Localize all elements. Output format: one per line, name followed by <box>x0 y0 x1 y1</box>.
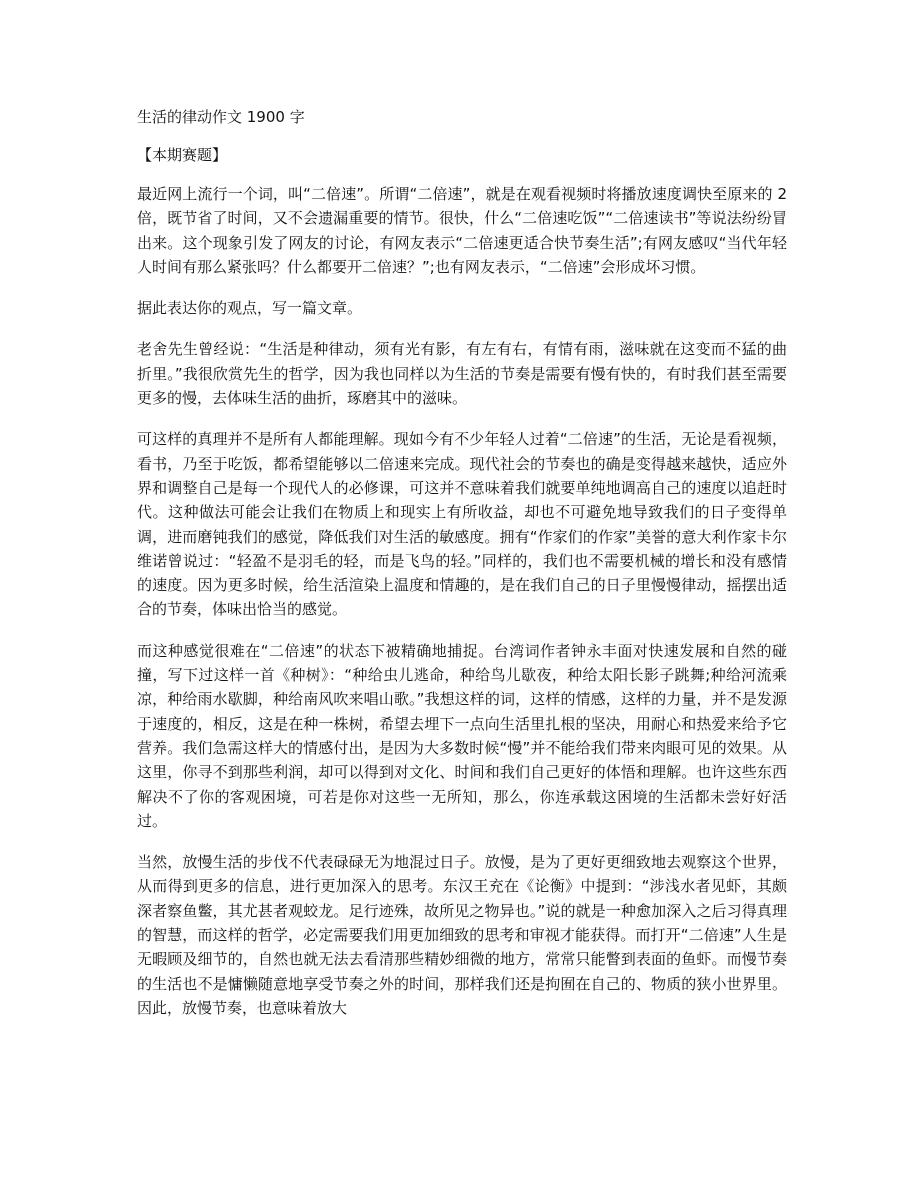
document-page <box>137 106 787 1037</box>
essay-paragraph-3: 而这种感觉很难在“二倍速”的状态下被精确地捕捉。台湾词作者钟永丰面对快速发展和自然的碰撞，写下过这样一首《种树》：“种给虫儿逃命，种给鸟儿歇夜，种给太阳长影子跳舞;种给河流乘凉，种给雨水歇脚，种给南风吹来唱山歌。”我想这样的词，这样的情感，这样的力量，并不是发源于速度的，相反，这是在种一株树，希望去埋下一点向生活里扎根的坚决，用耐心和热爱来给予它营养。我们急需这样大的情感付出，是因为大多数时候“慢”并不能给我们带来肉眼可见的效果。从这里，你寻不到那些利润，却可以得到对文化、时间和我们自己更好的体悟和理解。也许这些东西解决不了你的客观困境，可若是你对这些一无所知，那么，你连承载这困境的生活都未尝好好活过。 <box>137 641 787 830</box>
section-label: 【本期赛题】 <box>137 146 228 164</box>
essay-paragraph-2: 可这样的真理并不是所有人都能理解。现如今有不少年轻人过着“二倍速”的生活，无论是看视频，看书，乃至于吃饭，都希望能够以二倍速来完成。现代社会的节奏也的确是变得越来越快，适应外界和调整自己是每一个现代人的必修课，可这并不意味着我们就要单纯地调高自己的速度以追赶时代。这种做法可能会让我们在物质上和现实上有所收益，却也不可避免地导致我们的日子变得单调，进而磨钝我们的感觉，降低我们对生活的敏感度。拥有“作家们的作家”美誉的意大利作家卡尔维诺曾说过：“轻盈不是羽毛的轻，而是飞鸟的轻。”同样的，我们也不需要机械的增长和没有感情的速度。因为更多时候，给生活渲染上温度和情趣的，是在我们自己的日子里慢慢律动，摇摆出适合的节奏，体味出恰当的感觉。 <box>137 430 787 619</box>
instruction-paragraph: 据此表达你的观点，写一篇文章。 <box>137 299 363 318</box>
essay-paragraph-4: 当然，放慢生活的步伐不代表碌碌无为地混过日子。放慢，是为了更好更细致地去观察这个世界，从而得到更多的信息，进行更加深入的思考。东汉王充在《论衡》中提到：“涉浅水者见虾，其颇深者察鱼鳖，其尤甚者观蛟龙。足行迹殊，故所见之物异也。”说的就是一种愈加深入之后习得真理的智慧，而这样的哲学，必定需要我们用更加细致的思考和审视才能获得。而打开“二倍速”人生是无暇顾及细节的，自然也就无法去看清那些精妙细微的地方，常常只能瞥到表面的鱼虾。而慢节奏的生活也不是慵懒随意地享受节奏之外的时间，那样我们还是拘囿在自己的、物质的狭小世界里。因此，放慢节奏，也意味着放大 <box>137 853 787 1017</box>
prompt-paragraph: 最近网上流行一个词，叫“二倍速”。所谓“二倍速”，就是在观看视频时将播放速度调快至原来的 2 倍，既节省了时间，又不会遗漏重要的情节。很快，什么“二倍速吃饭”“二倍速读书”等说法纷纷冒出来。这个现象引发了网友的讨论，有网友表示“二倍速更适合快节奏生活”;有网友感叹“当代年轻人时间有那么紧张吗？什么都要开二倍速？”;也有网友表示，“二倍速”会形成坏习惯。 <box>137 185 787 276</box>
essay-paragraph-1: 老舍先生曾经说：“生活是种律动，须有光有影，有左有右，有情有雨，滋味就在这变而不猛的曲折里。”我很欣赏先生的哲学，因为我也同样以为生活的节奏是需要有慢有快的，有时我们甚至需要更多的慢，去体味生活的曲折，琢磨其中的滋味。 <box>137 340 787 408</box>
document-title: 生活的律动作文 1900 字 <box>137 108 305 126</box>
